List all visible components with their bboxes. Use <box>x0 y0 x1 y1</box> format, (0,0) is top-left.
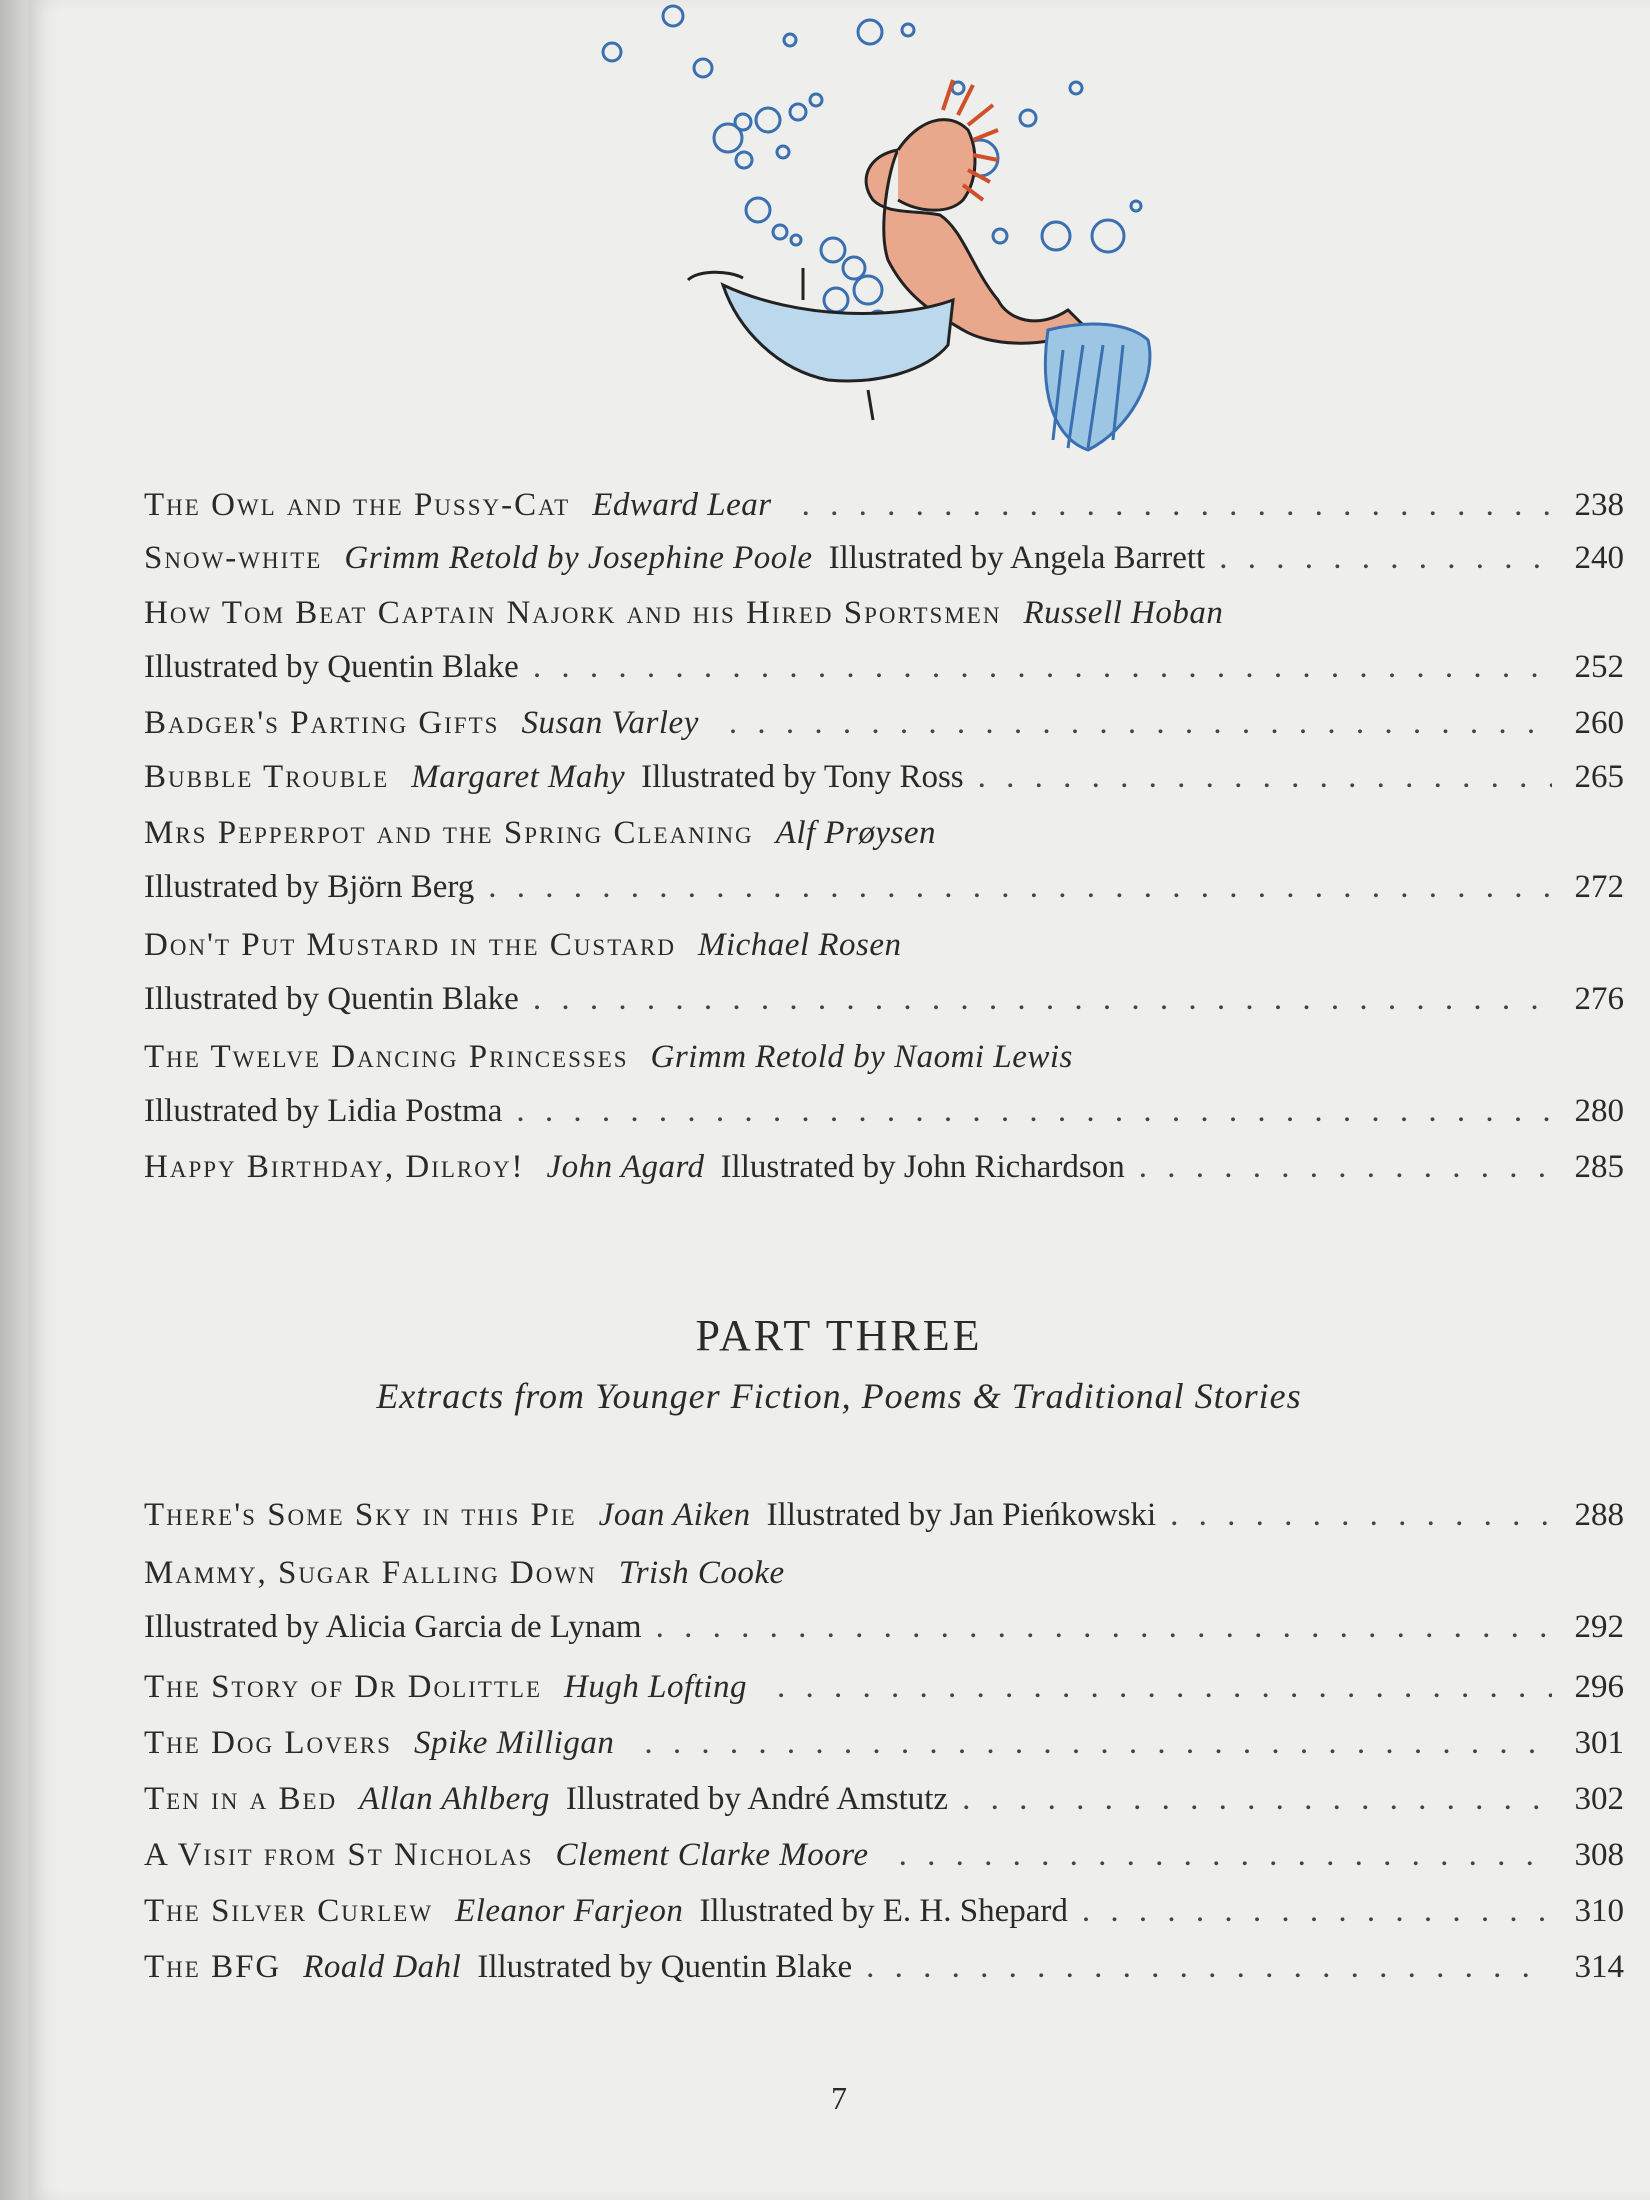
dot-leader <box>729 703 1552 743</box>
contents-entry <box>144 1947 1624 1987</box>
story-illustrator: Illustrated by Angela Barrett <box>828 540 1206 576</box>
story-title: The Silver Curlew <box>144 1893 434 1929</box>
contents-entry <box>144 1723 1624 1763</box>
dot-leader <box>533 979 1552 1019</box>
contents-entry <box>144 925 1624 1019</box>
story-illustrator: Illustrated by Quentin Blake <box>477 1949 853 1985</box>
part-heading: PART THREE <box>695 1311 983 1360</box>
story-title: A Visit from St Nicholas <box>144 1837 534 1873</box>
story-title: How Tom Beat Captain Najork and his Hired Sportsmen <box>144 595 1002 631</box>
contents-entry <box>144 1037 1624 1131</box>
story-title: Mrs Pepperpot and the Spring Cleaning <box>144 815 754 851</box>
story-title: Mammy, Sugar Falling Down <box>144 1555 597 1591</box>
dot-leader <box>962 1779 1552 1819</box>
contents-entry <box>144 538 1624 578</box>
page-ref: 272 <box>1574 869 1624 905</box>
book-page <box>28 0 1650 2200</box>
dot-leader <box>644 1723 1552 1763</box>
dot-leader <box>1139 1147 1552 1187</box>
bubble-boy-illustration <box>568 0 1248 470</box>
contents-entry <box>144 1891 1624 1931</box>
story-author: Spike Milligan <box>413 1725 615 1761</box>
story-author: Russell Hoban <box>1023 595 1224 631</box>
dot-leader <box>777 1667 1552 1707</box>
book-spine-shadow <box>0 0 28 2200</box>
story-illustrator: Illustrated by Jan Pieńkowski <box>766 1497 1157 1533</box>
dot-leader <box>656 1607 1552 1647</box>
page-ref: 260 <box>1574 705 1624 741</box>
dot-leader <box>516 1091 1552 1131</box>
contents-entry <box>144 1495 1624 1535</box>
story-title: Snow-white <box>144 540 323 576</box>
story-author: Allan Ahlberg <box>359 1781 550 1817</box>
story-title: There's Some Sky in this Pie <box>144 1497 577 1533</box>
story-author: Joan Aiken <box>598 1497 751 1533</box>
dot-leader <box>488 867 1552 907</box>
story-title: The Owl and the Pussy-Cat <box>144 487 571 523</box>
story-title: Happy Birthday, Dilroy! <box>144 1149 525 1185</box>
page-ref: 301 <box>1574 1725 1624 1761</box>
contents-entry <box>144 813 1624 907</box>
contents-entry <box>144 1835 1624 1875</box>
story-author: John Agard <box>546 1149 705 1185</box>
story-author: Eleanor Farjeon <box>455 1893 684 1929</box>
contents-entry <box>144 1779 1624 1819</box>
story-illustrator: Illustrated by Alicia Garcia de Lynam <box>144 1609 642 1645</box>
story-illustrator: Illustrated by Quentin Blake <box>144 649 519 685</box>
dot-leader <box>1219 538 1552 578</box>
page-ref: 240 <box>1574 540 1624 576</box>
story-illustrator: Illustrated by Tony Ross <box>641 759 964 795</box>
page-ref: 238 <box>1574 487 1624 523</box>
story-title: The Dog Lovers <box>144 1725 392 1761</box>
story-title: Don't Put Mustard in the Custard <box>144 927 676 963</box>
story-author: Susan Varley <box>521 705 699 741</box>
page-ref: 302 <box>1574 1781 1624 1817</box>
story-author: Grimm Retold by Josephine Poole <box>344 540 813 576</box>
page-ref: 288 <box>1574 1497 1624 1533</box>
dot-leader <box>866 1947 1552 1987</box>
story-title: The Twelve Dancing Princesses <box>144 1039 629 1075</box>
part-subtitle: Extracts from Younger Fiction, Poems & Traditional Stories <box>376 1376 1302 1416</box>
story-title: Badger's Parting Gifts <box>144 705 500 741</box>
story-title: The BFG <box>144 1949 282 1985</box>
story-author: Clement Clarke Moore <box>555 1837 869 1873</box>
story-author: Alf Prøysen <box>775 815 937 851</box>
story-illustrator: Illustrated by E. H. Shepard <box>699 1893 1068 1929</box>
story-illustrator: Illustrated by John Richardson <box>720 1149 1125 1185</box>
page-ref: 265 <box>1574 759 1624 795</box>
story-author: Margaret Mahy <box>411 759 626 795</box>
contents-entry <box>144 593 1624 687</box>
story-title: The Story of Dr Dolittle <box>144 1669 543 1705</box>
contents-entry <box>144 703 1624 743</box>
page-ref: 308 <box>1574 1837 1624 1873</box>
page-number: 7 <box>831 2080 847 2116</box>
story-author: Michael Rosen <box>697 927 902 963</box>
page-ref: 285 <box>1574 1149 1624 1185</box>
page-ref: 292 <box>1574 1609 1624 1645</box>
page-ref: 252 <box>1574 649 1624 685</box>
story-illustrator: Illustrated by Björn Berg <box>144 869 475 905</box>
story-author: Edward Lear <box>592 487 772 523</box>
dot-leader <box>1170 1495 1552 1535</box>
page-ref: 276 <box>1574 981 1624 1017</box>
dot-leader <box>899 1835 1552 1875</box>
story-author: Hugh Lofting <box>564 1669 747 1705</box>
dot-leader <box>533 647 1552 687</box>
page-ref: 310 <box>1574 1893 1624 1929</box>
dot-leader <box>978 757 1552 797</box>
story-author: Grimm Retold by Naomi Lewis <box>650 1039 1073 1075</box>
page-ref: 280 <box>1574 1093 1624 1129</box>
story-illustrator: Illustrated by André Amstutz <box>565 1781 949 1817</box>
story-title: Bubble Trouble <box>144 759 390 795</box>
dot-leader <box>1082 1891 1552 1931</box>
story-illustrator: Illustrated by Lidia Postma <box>144 1093 503 1129</box>
story-illustrator: Illustrated by Quentin Blake <box>144 981 519 1017</box>
page-ref: 296 <box>1574 1669 1624 1705</box>
contents-entry <box>144 1147 1624 1187</box>
story-author: Roald Dahl <box>303 1949 462 1985</box>
contents-entry <box>144 1553 1624 1647</box>
page-ref: 314 <box>1574 1949 1624 1985</box>
contents-entry <box>144 485 1624 525</box>
story-author: Trish Cooke <box>618 1555 785 1591</box>
contents-entry <box>144 757 1624 797</box>
contents-entry <box>144 1667 1624 1707</box>
dot-leader <box>802 485 1552 525</box>
story-title: Ten in a Bed <box>144 1781 338 1817</box>
